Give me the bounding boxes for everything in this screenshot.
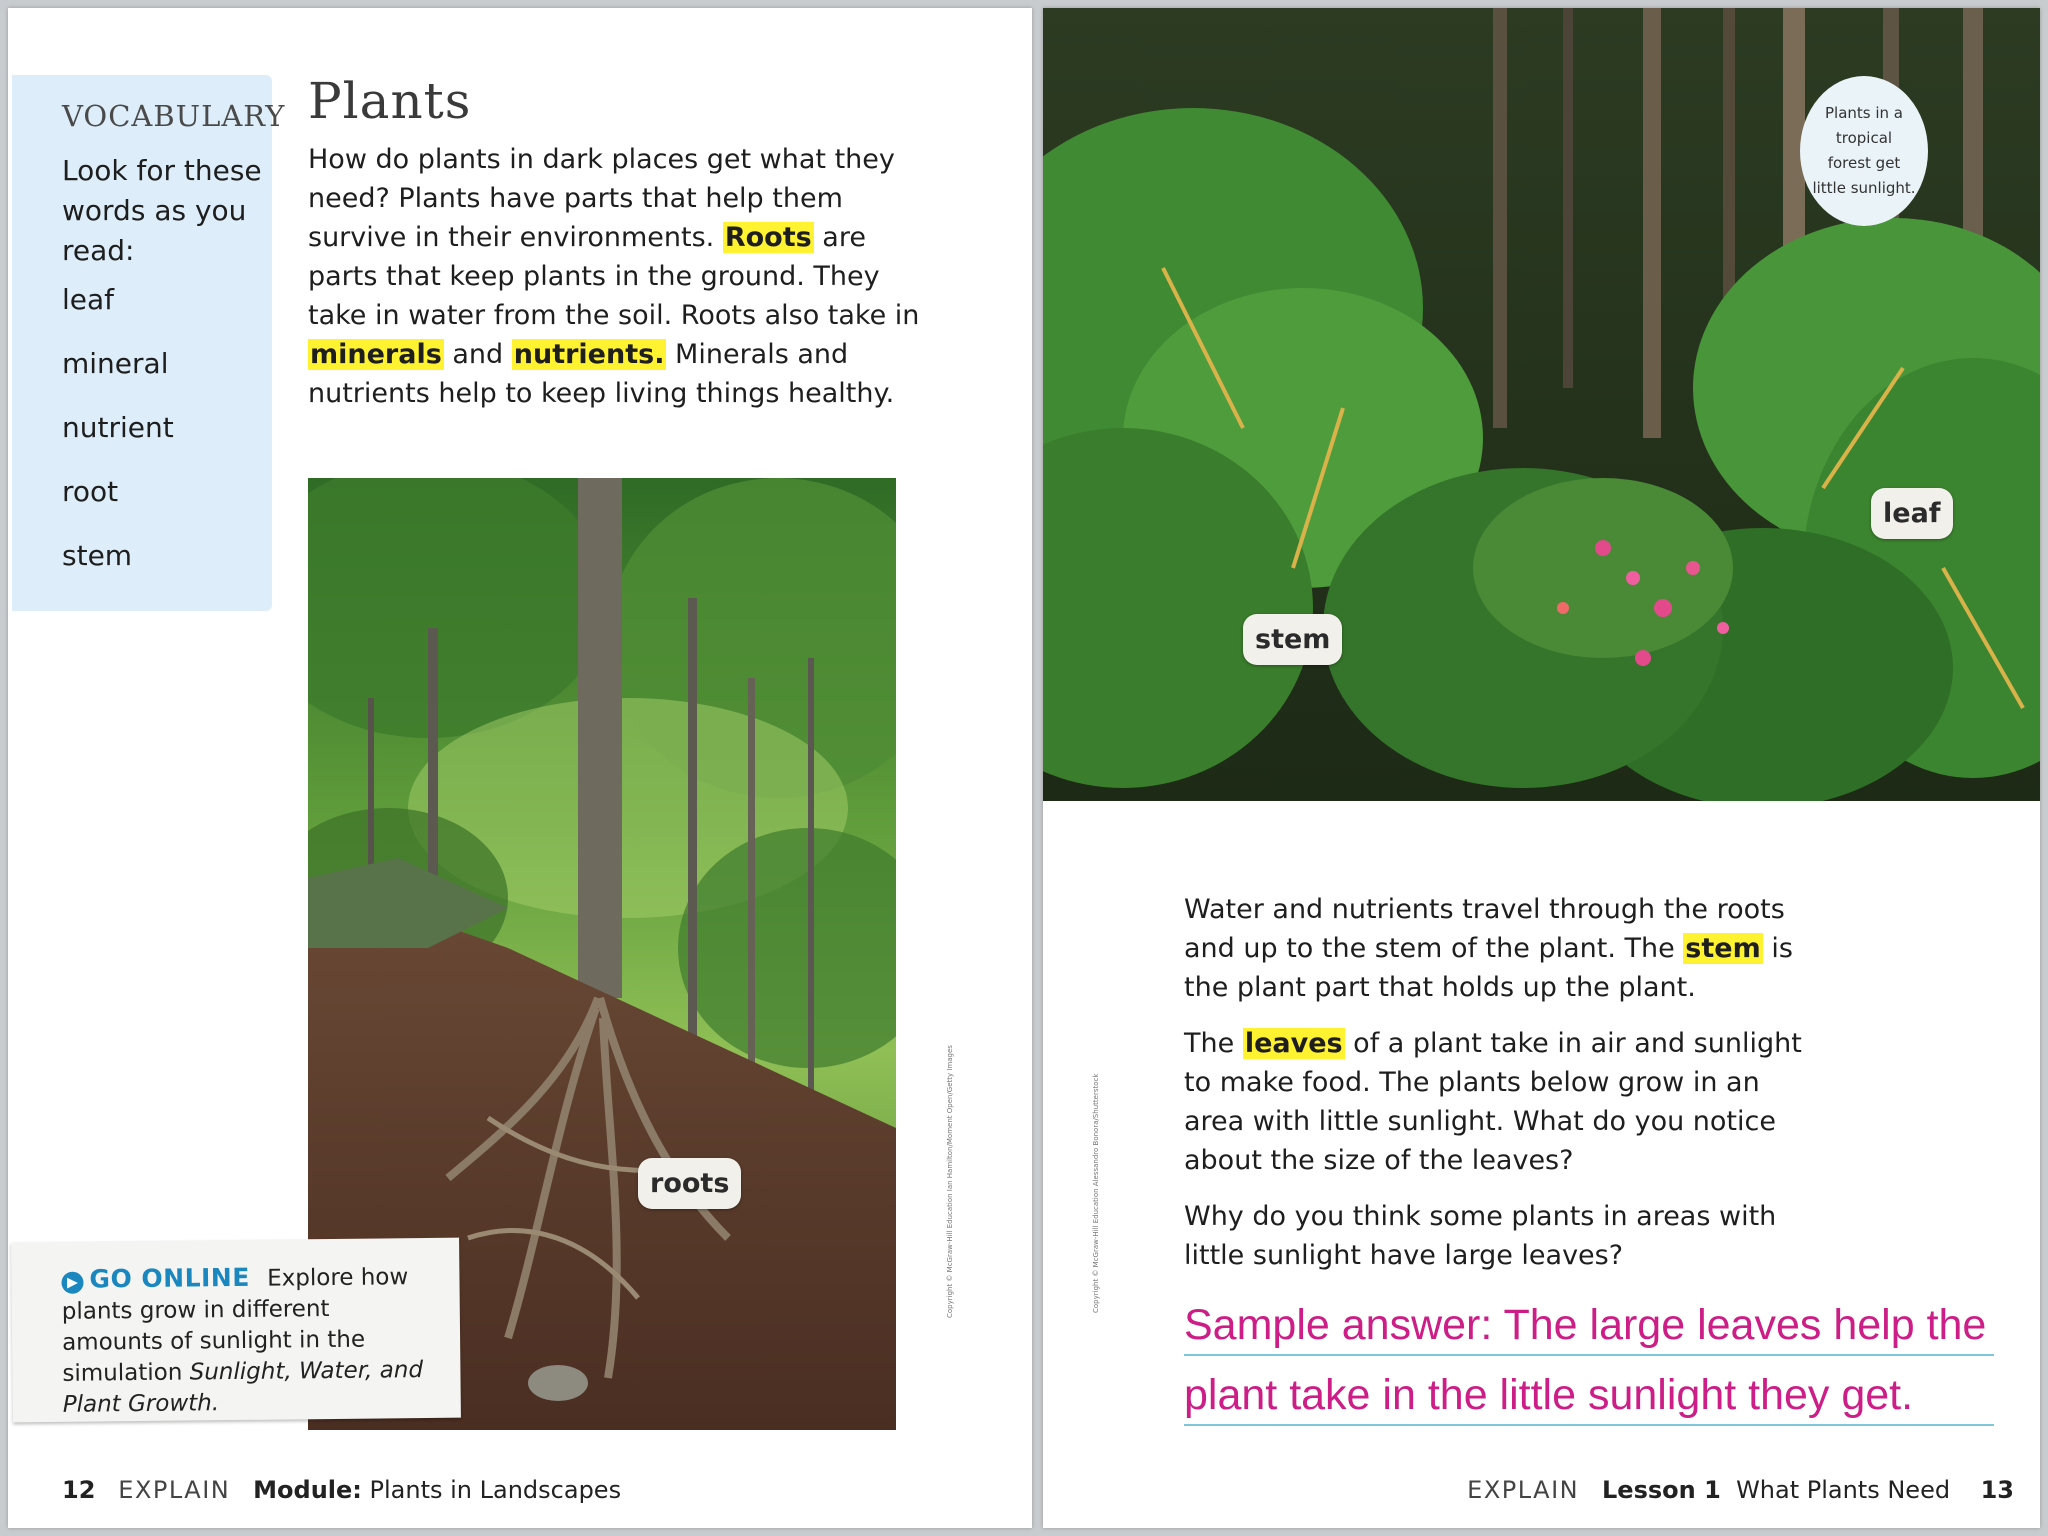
sample-answer: Sample answer: The large leaves help the plant take in the little sunlight they get.: [1184, 1290, 1994, 1430]
question-paragraph: Why do you think some plants in areas with little sunlight have large leaves?: [1184, 1201, 1777, 1271]
highlight-roots: Roots: [724, 222, 812, 253]
footer-lesson-label: Lesson 1: [1602, 1476, 1721, 1504]
stem-paragraph: [1184, 890, 1824, 1007]
highlight-leaves: leaves: [1244, 1028, 1343, 1059]
intro-paragraph: [308, 140, 928, 413]
text-run: The: [1184, 1028, 1243, 1059]
right-text-block: [1184, 890, 1824, 1292]
vocabulary-word: mineral: [62, 347, 169, 380]
vocabulary-word: leaf: [62, 283, 115, 316]
text-run: and: [443, 339, 512, 370]
left-page: [8, 8, 1032, 1528]
go-online-box: [11, 1238, 461, 1423]
text-run: How do plants in dark places get what they need? Plants have parts that help them survive in their environments.: [308, 144, 895, 253]
text-run: Water and nutrients travel through the roots and up to the stem of the plant. The: [1184, 894, 1785, 964]
highlight-minerals: minerals: [310, 339, 442, 370]
footer-lesson-name: What Plants Need: [1736, 1476, 1951, 1504]
leaf-label: leaf: [1871, 488, 1953, 539]
text-run: are parts that keep plants in the ground. They take in water from the soil. Roots also take in: [308, 222, 920, 331]
vocabulary-title: VOCABULARY: [62, 99, 286, 133]
roots-label: roots: [638, 1158, 741, 1209]
go-online-link[interactable]: GO ONLINE: [89, 1262, 250, 1294]
footer-module-name: Plants in Landscapes: [369, 1476, 622, 1504]
vocabulary-box: [12, 75, 286, 611]
right-page: [1043, 8, 2040, 1528]
page-number: 13: [1980, 1476, 2014, 1504]
simulation-title[interactable]: Sunlight, Water, and Plant Growth.: [62, 1357, 424, 1418]
go-online-text: [61, 1260, 433, 1421]
vocabulary-word: stem: [62, 539, 133, 572]
highlight-stem: stem: [1685, 933, 1761, 964]
vocabulary-list: [62, 280, 174, 600]
page-number: 12: [62, 1476, 96, 1504]
text-run: Minerals and nutrients help to keep living things healthy.: [308, 339, 895, 409]
vocabulary-word: nutrient: [62, 411, 174, 444]
photo-credit: Copyright © McGraw-Hill Education Ian Hamilton/Moment Open/Getty Images: [946, 1045, 954, 1318]
go-online-description: Explore how plants grow in different amounts of sunlight in the simulation: [61, 1264, 409, 1387]
stem-label: stem: [1243, 614, 1342, 665]
footer-right: [1467, 1476, 2014, 1504]
text-run: of a plant take in air and sunlight to make food. The plants below grow in an area with little sunlight. What do you notice about the size of the leaves?: [1184, 1028, 1802, 1176]
vocabulary-word: root: [62, 475, 119, 508]
footer-section: EXPLAIN: [1467, 1476, 1580, 1504]
play-icon[interactable]: ▶: [61, 1272, 83, 1294]
vocabulary-intro: Look for these words as you read:: [62, 154, 262, 267]
page-title: Plants: [308, 72, 472, 130]
footer-section: EXPLAIN: [118, 1476, 231, 1504]
photo-caption: Plants in a tropical forest get little sunlight.: [1800, 76, 1928, 226]
footer-left: [62, 1476, 621, 1504]
leaves-paragraph: [1184, 1024, 1824, 1180]
footer-module-label: Module:: [253, 1476, 362, 1504]
highlight-nutrients: nutrients.: [513, 339, 665, 370]
text-run: is the plant part that holds up the plant.: [1184, 933, 1793, 1003]
photo-credit: Copyright © McGraw-Hill Education Alessandro Bonora/Shutterstock: [1092, 1073, 1100, 1313]
